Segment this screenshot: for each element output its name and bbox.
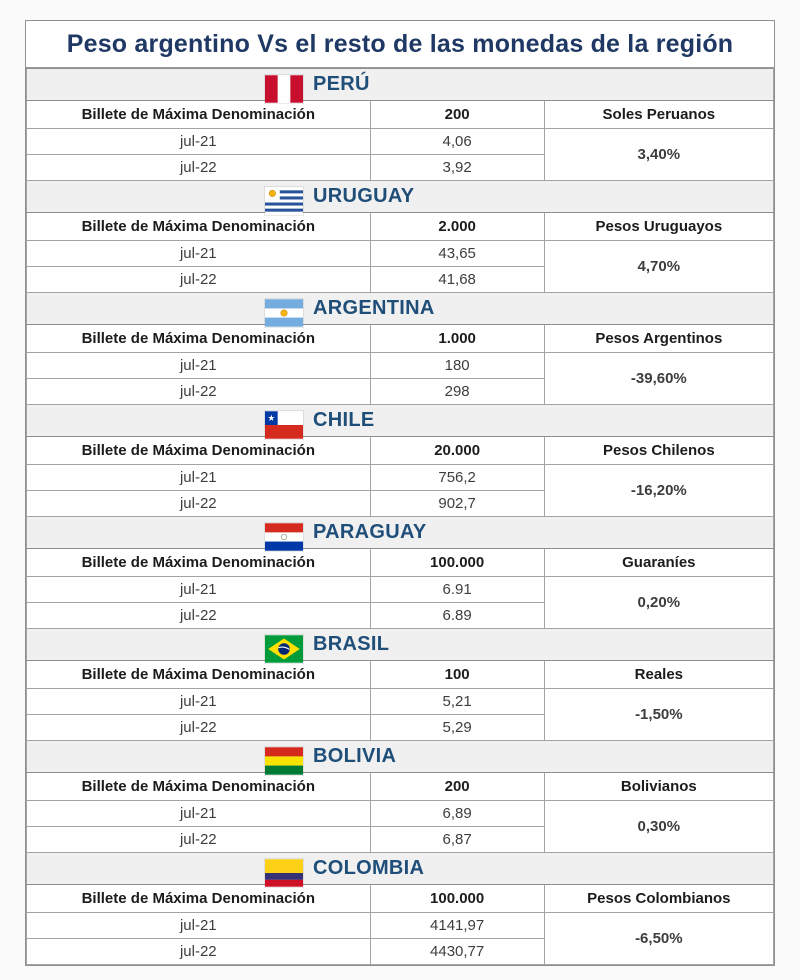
percent-change: 0,30% — [544, 801, 773, 853]
currency-name: Pesos Colombianos — [544, 885, 773, 913]
argentina-flag-icon — [265, 299, 303, 327]
denomination-label: Billete de Máxima Denominación — [27, 101, 371, 129]
rate-value-jul22: 6.89 — [370, 603, 544, 629]
denomination-row — [27, 773, 774, 801]
denomination-value: 200 — [370, 773, 544, 801]
denomination-value: 100.000 — [370, 549, 544, 577]
denomination-row — [27, 101, 774, 129]
denomination-label: Billete de Máxima Denominación — [27, 885, 371, 913]
rate-value-jul22: 41,68 — [370, 267, 544, 293]
country-name: PARAGUAY — [313, 521, 427, 543]
period-label-jul21: jul-21 — [27, 913, 371, 939]
rate-value-jul22: 5,29 — [370, 715, 544, 741]
rate-value-jul21: 756,2 — [370, 465, 544, 491]
period-label-jul21: jul-21 — [27, 801, 371, 827]
country-header-cell — [27, 293, 774, 325]
country-header-row — [27, 629, 774, 661]
currency-name: Pesos Argentinos — [544, 325, 773, 353]
rate-row-jul21 — [27, 353, 774, 379]
country-header-cell — [27, 517, 774, 549]
country-section — [27, 741, 774, 853]
country-name: BOLIVIA — [313, 745, 397, 767]
rate-value-jul21: 5,21 — [370, 689, 544, 715]
country-section — [27, 629, 774, 741]
country-header-row — [27, 293, 774, 325]
rate-row-jul21 — [27, 577, 774, 603]
rate-row-jul21 — [27, 465, 774, 491]
rate-value-jul22: 298 — [370, 379, 544, 405]
country-header-cell — [27, 853, 774, 885]
period-label-jul21: jul-21 — [27, 129, 371, 155]
currency-name: Soles Peruanos — [544, 101, 773, 129]
currency-comparison-table — [25, 20, 775, 966]
percent-change: -1,50% — [544, 689, 773, 741]
brasil-flag-icon — [265, 635, 303, 663]
country-header-cell — [27, 69, 774, 101]
title-bar — [26, 21, 774, 68]
percent-change: -39,60% — [544, 353, 773, 405]
percent-change: 0,20% — [544, 577, 773, 629]
paraguay-flag-icon — [265, 523, 303, 551]
country-section — [27, 181, 774, 293]
country-header-row — [27, 405, 774, 437]
denomination-value: 100.000 — [370, 885, 544, 913]
denomination-label: Billete de Máxima Denominación — [27, 661, 371, 689]
country-name: CHILE — [313, 409, 375, 431]
country-section — [27, 405, 774, 517]
period-label-jul22: jul-22 — [27, 827, 371, 853]
country-name: COLOMBIA — [313, 857, 425, 879]
rate-value-jul22: 6,87 — [370, 827, 544, 853]
rate-value-jul22: 4430,77 — [370, 939, 544, 965]
rate-value-jul21: 180 — [370, 353, 544, 379]
country-header-row — [27, 741, 774, 773]
denomination-value: 2.000 — [370, 213, 544, 241]
denomination-row — [27, 325, 774, 353]
denomination-label: Billete de Máxima Denominación — [27, 437, 371, 465]
denomination-value: 1.000 — [370, 325, 544, 353]
currency-name: Pesos Uruguayos — [544, 213, 773, 241]
peru-flag-icon — [265, 75, 303, 103]
denomination-label: Billete de Máxima Denominación — [27, 549, 371, 577]
denomination-label: Billete de Máxima Denominación — [27, 213, 371, 241]
bolivia-flag-icon — [265, 747, 303, 775]
rate-row-jul21 — [27, 241, 774, 267]
country-header-row — [27, 69, 774, 101]
country-header-row — [27, 853, 774, 885]
rate-value-jul21: 6,89 — [370, 801, 544, 827]
country-section — [27, 293, 774, 405]
denomination-row — [27, 213, 774, 241]
period-label-jul22: jul-22 — [27, 267, 371, 293]
page-title: Peso argentino Vs el resto de las monedas de la región — [66, 29, 734, 58]
colombia-flag-icon — [265, 859, 303, 887]
country-section — [27, 853, 774, 965]
rate-value-jul21: 43,65 — [370, 241, 544, 267]
denomination-value: 20.000 — [370, 437, 544, 465]
rate-row-jul21 — [27, 913, 774, 939]
period-label-jul21: jul-21 — [27, 241, 371, 267]
rate-value-jul22: 902,7 — [370, 491, 544, 517]
denomination-value: 200 — [370, 101, 544, 129]
country-section — [27, 69, 774, 181]
period-label-jul21: jul-21 — [27, 577, 371, 603]
period-label-jul21: jul-21 — [27, 465, 371, 491]
rate-row-jul21 — [27, 129, 774, 155]
period-label-jul21: jul-21 — [27, 353, 371, 379]
denomination-value: 100 — [370, 661, 544, 689]
currency-name: Reales — [544, 661, 773, 689]
country-name: BRASIL — [313, 633, 390, 655]
percent-change: 3,40% — [544, 129, 773, 181]
country-header-cell — [27, 629, 774, 661]
rate-row-jul21 — [27, 689, 774, 715]
country-name: ARGENTINA — [313, 297, 435, 319]
period-label-jul22: jul-22 — [27, 155, 371, 181]
chile-flag-icon — [265, 411, 303, 439]
country-name: URUGUAY — [313, 185, 415, 207]
denomination-label: Billete de Máxima Denominación — [27, 773, 371, 801]
rate-value-jul21: 4,06 — [370, 129, 544, 155]
period-label-jul22: jul-22 — [27, 939, 371, 965]
rate-value-jul22: 3,92 — [370, 155, 544, 181]
currency-name: Guaraníes — [544, 549, 773, 577]
country-name: PERÚ — [313, 73, 370, 95]
denomination-row — [27, 885, 774, 913]
country-section — [27, 517, 774, 629]
comparison-table — [26, 68, 774, 965]
denomination-label: Billete de Máxima Denominación — [27, 325, 371, 353]
rate-row-jul21 — [27, 801, 774, 827]
denomination-row — [27, 661, 774, 689]
denomination-row — [27, 437, 774, 465]
country-header-cell — [27, 741, 774, 773]
period-label-jul21: jul-21 — [27, 689, 371, 715]
currency-name: Bolivianos — [544, 773, 773, 801]
percent-change: -16,20% — [544, 465, 773, 517]
country-header-cell — [27, 181, 774, 213]
rate-value-jul21: 4141,97 — [370, 913, 544, 939]
period-label-jul22: jul-22 — [27, 715, 371, 741]
rate-value-jul21: 6.91 — [370, 577, 544, 603]
period-label-jul22: jul-22 — [27, 491, 371, 517]
country-header-cell — [27, 405, 774, 437]
country-header-row — [27, 517, 774, 549]
period-label-jul22: jul-22 — [27, 379, 371, 405]
currency-name: Pesos Chilenos — [544, 437, 773, 465]
period-label-jul22: jul-22 — [27, 603, 371, 629]
uruguay-flag-icon — [265, 187, 303, 215]
country-header-row — [27, 181, 774, 213]
denomination-row — [27, 549, 774, 577]
percent-change: -6,50% — [544, 913, 773, 965]
percent-change: 4,70% — [544, 241, 773, 293]
